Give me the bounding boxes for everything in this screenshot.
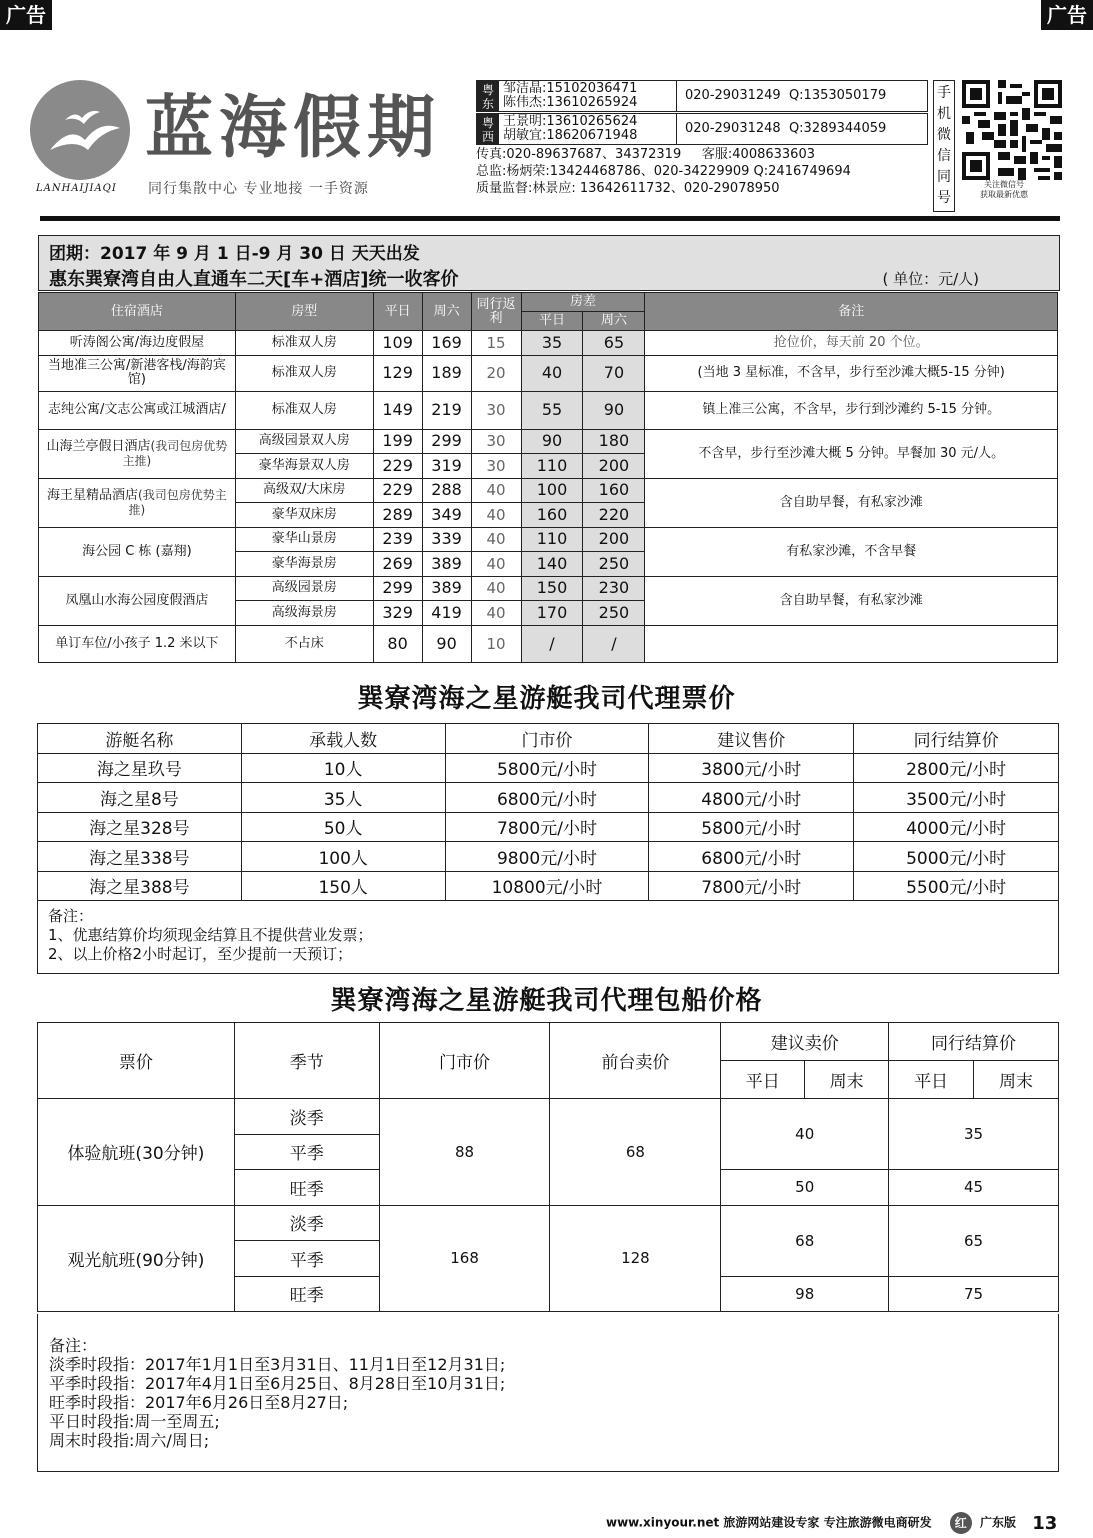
price-weekday: 229 <box>373 478 422 503</box>
price-unit: ( 单位：元/人) <box>882 270 979 288</box>
capacity: 50人 <box>241 812 445 842</box>
diff-sat: 250 <box>583 601 645 626</box>
suggested-price: 50 <box>721 1170 889 1206</box>
note-line: 1、优惠结算价均须现金结算且不提供营业发票； <box>48 926 373 944</box>
col-suggested-price: 建议售价 <box>649 724 854 754</box>
remark <box>645 625 1058 662</box>
room-type: 豪华双床房 <box>235 503 373 528</box>
price-weekday: 149 <box>373 391 422 429</box>
diff-sat: / <box>583 625 645 662</box>
hotel-note: (我司包房优势主推) <box>122 438 228 468</box>
diff-sat: 220 <box>583 503 645 528</box>
price-sat: 299 <box>422 429 471 454</box>
brand-name: 蓝海假期 <box>145 88 442 168</box>
section2-title: 巽寮湾海之星游艇我司代理票价 <box>357 684 736 714</box>
yacht-name: 海之星玖号 <box>38 753 242 783</box>
remark: 抢位价，每天前 20 个位。 <box>645 331 1058 356</box>
col-diff-sat: 周六 <box>583 312 645 331</box>
footer-edition: 广东版 <box>979 1515 1016 1530</box>
rebate: 40 <box>471 601 521 626</box>
room-type: 标准双人房 <box>235 391 373 429</box>
col-diff-weekday: 平日 <box>521 312 583 331</box>
settlement-price: 4000元/小时 <box>854 812 1059 842</box>
yacht-ticket-table <box>37 723 1059 901</box>
retail-price: 9800元/小时 <box>445 842 649 872</box>
remark: 含自助早餐，有私家沙滩 <box>645 478 1058 527</box>
price-sat: 349 <box>422 503 471 528</box>
note-line: 2、以上价格2小时起订，至少提前一天预订； <box>48 945 353 963</box>
remark: 有私家沙滩，不含早餐 <box>645 527 1058 576</box>
note-line: 平季时段指：2017年4月1日至6月25日、8月28日至10月31日; <box>49 1374 506 1393</box>
col-suggested-weekday: 平日 <box>721 1061 805 1099</box>
col-season: 季节 <box>234 1023 379 1099</box>
room-type: 高级园景双人房 <box>235 429 373 454</box>
price-weekday: 109 <box>373 331 422 356</box>
note-line: 平日时段指:周一至周五; <box>49 1412 220 1431</box>
hotel-name: 海王星精品酒店(我司包房优势主推) <box>39 478 236 527</box>
remark: 不含早，步行至沙滩大概 5 分钟。早餐加 30 元/人。 <box>645 429 1058 478</box>
quality-supervisor: 质量监督:林景应: 13642611732、020-29078950 <box>476 181 780 196</box>
brand-pinyin: LANHAIJIAQI <box>36 183 117 194</box>
season: 旺季 <box>234 1170 379 1206</box>
hotel-name: 听涛阁公寓/海边度假屋 <box>39 331 236 356</box>
retail-price: 88 <box>379 1099 550 1206</box>
col-retail: 门市价 <box>379 1023 550 1099</box>
note-line: 周末时段指:周六/周日; <box>49 1431 210 1450</box>
suggested-price: 7800元/小时 <box>649 871 854 901</box>
diff-weekday: 35 <box>521 331 583 356</box>
price-sat: 339 <box>422 527 471 552</box>
rebate: 40 <box>471 527 521 552</box>
contact-name: 陈伟杰:13610265924 <box>503 95 638 110</box>
capacity: 10人 <box>241 753 445 783</box>
col-hotel: 住宿酒店 <box>39 293 236 331</box>
price-weekday: 129 <box>373 355 422 391</box>
section1-header <box>38 235 1060 291</box>
diff-weekday: 40 <box>521 355 583 391</box>
diff-sat: 200 <box>583 454 645 479</box>
capacity: 150人 <box>241 871 445 901</box>
settlement-price: 5000元/小时 <box>854 842 1059 872</box>
price-weekday: 269 <box>373 552 422 577</box>
diff-weekday: 110 <box>521 454 583 479</box>
diff-weekday: 55 <box>521 391 583 429</box>
hotel-name: 海公园 C 栋 (嘉翔) <box>39 527 236 576</box>
room-type: 豪华海景双人房 <box>235 454 373 479</box>
diff-weekday: 140 <box>521 552 583 577</box>
price-sat: 419 <box>422 601 471 626</box>
trip-name: 观光航班(90分钟) <box>38 1205 235 1312</box>
diff-sat: 65 <box>583 331 645 356</box>
table-row <box>38 812 1059 842</box>
qr-caption: 获取最新优惠 <box>980 190 1028 199</box>
contact-block <box>476 80 928 197</box>
front-desk-price: 128 <box>550 1205 721 1312</box>
col-sat: 周六 <box>422 293 471 331</box>
season: 淡季 <box>234 1099 379 1135</box>
table-header-row <box>38 724 1059 754</box>
rebate: 40 <box>471 552 521 577</box>
section1-title: 惠东巽寮湾自由人直通车二天[车+酒店]统一收客价 <box>49 269 459 290</box>
table-row <box>39 355 1058 391</box>
qr-caption: 关注微信号 <box>984 180 1024 189</box>
note-line: 备注： <box>48 907 94 925</box>
settlement-price: 5500元/小时 <box>854 871 1059 901</box>
room-type: 不占床 <box>235 625 373 662</box>
room-type: 豪华山景房 <box>235 527 373 552</box>
section3-title: 巽寮湾海之星游艇我司代理包船价格 <box>330 986 763 1016</box>
suggested-price: 98 <box>721 1276 889 1312</box>
diff-sat: 250 <box>583 552 645 577</box>
rebate: 15 <box>471 331 521 356</box>
settlement-price: 45 <box>889 1170 1059 1206</box>
col-settlement: 同行结算价 <box>889 1023 1059 1061</box>
table-row <box>38 1099 1059 1135</box>
diff-sat: 70 <box>583 355 645 391</box>
retail-price: 6800元/小时 <box>445 783 649 813</box>
season: 平季 <box>234 1134 379 1170</box>
col-remark: 备注 <box>645 293 1058 331</box>
price-weekday: 239 <box>373 527 422 552</box>
suggested-price: 5800元/小时 <box>649 812 854 842</box>
retail-price: 168 <box>379 1205 550 1312</box>
rebate: 20 <box>471 355 521 391</box>
charter-notes <box>37 1314 1059 1472</box>
yacht-name: 海之星388号 <box>38 871 242 901</box>
ad-label-right: 广告 <box>1041 0 1093 30</box>
footer-text: www.xinyour.net 旅游网站建设专家 专注旅游微电商研发 <box>606 1515 932 1530</box>
table-row <box>38 1205 1059 1241</box>
price-sat: 319 <box>422 454 471 479</box>
diff-sat: 160 <box>583 478 645 503</box>
season: 旺季 <box>234 1276 379 1312</box>
yacht-name: 海之星328号 <box>38 812 242 842</box>
settlement-price: 35 <box>889 1099 1059 1170</box>
hotel-name: 当地准三公寓/新港客栈/海韵宾馆) <box>39 355 236 391</box>
price-sat: 90 <box>422 625 471 662</box>
col-settlement-weekday: 平日 <box>889 1061 974 1099</box>
price-weekday: 199 <box>373 429 422 454</box>
rebate: 30 <box>471 454 521 479</box>
diff-sat: 90 <box>583 391 645 429</box>
settlement-price: 3500元/小时 <box>854 783 1059 813</box>
rebate: 30 <box>471 391 521 429</box>
seagull-logo-icon <box>30 80 130 180</box>
contact-qq: Q:3289344059 <box>788 121 887 136</box>
col-ticket: 票价 <box>38 1023 235 1099</box>
table-row <box>39 625 1058 662</box>
room-type: 高级园景房 <box>235 576 373 601</box>
note-line: 淡季时段指：2017年1月1日至3月31日、11月1日至12月31日; <box>49 1355 506 1374</box>
settlement-price: 75 <box>889 1276 1059 1312</box>
contact-qq: Q:1353050179 <box>788 88 887 103</box>
rebate: 40 <box>471 503 521 528</box>
table-row <box>38 842 1059 872</box>
table-row <box>39 391 1058 429</box>
yacht-name: 海之星8号 <box>38 783 242 813</box>
capacity: 35人 <box>241 783 445 813</box>
diff-weekday: / <box>521 625 583 662</box>
suggested-price: 3800元/小时 <box>649 753 854 783</box>
retail-price: 5800元/小时 <box>445 753 649 783</box>
retail-price: 10800元/小时 <box>445 871 649 901</box>
suggested-price: 40 <box>721 1099 889 1170</box>
col-suggested-weekend: 周末 <box>805 1061 889 1099</box>
supervisor: 总监:杨炳荣:13424468786、020-34229909 Q:2416749694 <box>476 164 851 179</box>
price-weekday: 289 <box>373 503 422 528</box>
hotel-note: (我司包房优势主推) <box>128 487 227 517</box>
col-diff: 房差 <box>521 293 645 312</box>
wechat-label: 手机微信同号 <box>933 80 955 212</box>
price-sat: 389 <box>422 552 471 577</box>
suggested-price: 6800元/小时 <box>649 842 854 872</box>
col-suggested: 建议卖价 <box>721 1023 889 1061</box>
price-sat: 189 <box>422 355 471 391</box>
col-settlement-price: 同行结算价 <box>854 724 1059 754</box>
capacity: 100人 <box>241 842 445 872</box>
col-settlement-weekend: 周末 <box>974 1061 1059 1099</box>
table-row <box>38 783 1059 813</box>
table-row <box>39 429 1058 454</box>
price-weekday: 299 <box>373 576 422 601</box>
rebate: 40 <box>471 478 521 503</box>
season: 平季 <box>234 1241 379 1277</box>
rebate: 30 <box>471 429 521 454</box>
table-row <box>39 478 1058 503</box>
note-line: 旺季时段指：2017年6月26日至8月27日; <box>49 1393 349 1412</box>
front-desk-price: 68 <box>550 1099 721 1206</box>
hotel-name: 山海兰亭假日酒店(我司包房优势主推) <box>39 429 236 478</box>
rebate: 10 <box>471 625 521 662</box>
fax: 传真:020-89637687、34372319 <box>476 147 682 162</box>
room-type: 标准双人房 <box>235 331 373 356</box>
col-retail-price: 门市价 <box>445 724 649 754</box>
room-type: 豪华海景房 <box>235 552 373 577</box>
col-capacity: 承载人数 <box>241 724 445 754</box>
table-row <box>39 527 1058 552</box>
col-rebate: 同行返利 <box>471 293 521 331</box>
rebate: 40 <box>471 576 521 601</box>
settlement-price: 2800元/小时 <box>854 753 1059 783</box>
diff-weekday: 90 <box>521 429 583 454</box>
remark: (当地 3 星标准，不含早，步行至沙滩大概5-15 分钟) <box>645 355 1058 391</box>
customer-service: 客服:4008633603 <box>701 147 815 162</box>
price-weekday: 80 <box>373 625 422 662</box>
season: 淡季 <box>234 1205 379 1241</box>
diff-weekday: 160 <box>521 503 583 528</box>
table-row <box>38 753 1059 783</box>
col-weekday: 平日 <box>373 293 422 331</box>
remark: 镇上准三公寓，不含早，步行到沙滩约 5-15 分钟。 <box>645 391 1058 429</box>
region-west: 粤西 <box>477 114 499 144</box>
brand-slogan: 同行集散中心 专业地接 一手资源 <box>148 181 369 197</box>
price-sat: 169 <box>422 331 471 356</box>
col-room: 房型 <box>235 293 373 331</box>
region-east: 粤东 <box>477 81 499 111</box>
room-type: 高级海景房 <box>235 601 373 626</box>
yacht-name: 海之星338号 <box>38 842 242 872</box>
room-type: 高级双/大床房 <box>235 478 373 503</box>
yacht-ticket-notes <box>37 901 1059 974</box>
note-line: 备注： <box>49 1336 98 1355</box>
retail-price: 7800元/小时 <box>445 812 649 842</box>
diff-weekday: 150 <box>521 576 583 601</box>
page-number: 13 <box>1032 1512 1058 1534</box>
table-row <box>39 331 1058 356</box>
suggested-price: 68 <box>721 1205 889 1276</box>
diff-weekday: 100 <box>521 478 583 503</box>
settlement-price: 65 <box>889 1205 1059 1276</box>
suggested-price: 4800元/小时 <box>649 783 854 813</box>
remark: 含自助早餐，有私家沙滩 <box>645 576 1058 625</box>
col-yacht-name: 游艇名称 <box>38 724 242 754</box>
contact-name: 邹洁晶:15102036471 <box>503 81 638 96</box>
contact-west <box>476 113 928 145</box>
footer <box>606 1512 1057 1534</box>
tour-period: 团期：2017 年 9 月 1 日-9 月 30 日 天天出发 <box>49 244 420 264</box>
footer-logo-icon: 红 <box>950 1512 972 1534</box>
header-divider <box>40 216 1060 221</box>
room-type: 标准双人房 <box>235 355 373 391</box>
ad-label-left: 广告 <box>0 0 52 30</box>
col-front-desk: 前台卖价 <box>550 1023 721 1099</box>
table-row <box>38 871 1059 901</box>
table-header-row <box>38 1023 1059 1061</box>
diff-weekday: 170 <box>521 601 583 626</box>
table-row <box>39 576 1058 601</box>
trip-name: 体验航班(30分钟) <box>38 1099 235 1206</box>
price-sat: 288 <box>422 478 471 503</box>
price-sat: 219 <box>422 391 471 429</box>
price-sat: 389 <box>422 576 471 601</box>
hotel-name: 单订车位/小孩子 1.2 米以下 <box>39 625 236 662</box>
table-header-row <box>39 293 1058 312</box>
price-weekday: 229 <box>373 454 422 479</box>
hotel-name: 凤凰山水海公园度假酒店 <box>39 576 236 625</box>
contact-east <box>476 80 928 112</box>
contact-phone: 020-29031249 <box>685 88 781 103</box>
contact-name: 王景明:13610265624 <box>503 114 638 129</box>
contact-phone: 020-29031248 <box>685 121 781 136</box>
charter-price-table <box>37 1022 1059 1312</box>
contact-name: 胡敏宜:18620671948 <box>503 128 638 143</box>
diff-sat: 230 <box>583 576 645 601</box>
diff-sat: 200 <box>583 527 645 552</box>
qr-code-icon <box>962 80 1062 180</box>
hotel-name: 志纯公寓/文志公寓或江城酒店/ <box>39 391 236 429</box>
price-weekday: 329 <box>373 601 422 626</box>
diff-weekday: 110 <box>521 527 583 552</box>
diff-sat: 180 <box>583 429 645 454</box>
hotel-price-table <box>38 292 1058 663</box>
